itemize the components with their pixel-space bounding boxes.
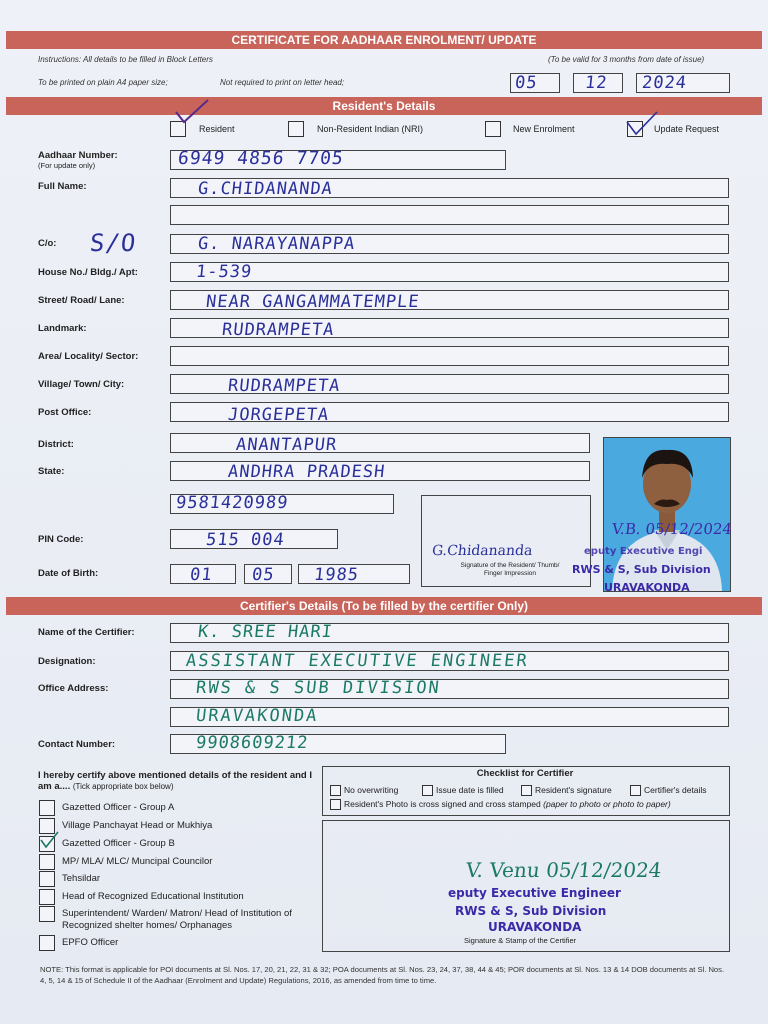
office-address-label: Office Address:: [38, 683, 109, 694]
contact-number-label: Contact Number:: [38, 739, 116, 750]
option-label-epfo: EPFO Officer: [62, 937, 119, 948]
co-relation-value: S/O: [88, 229, 138, 257]
dob-month-value: 05: [250, 565, 276, 585]
pin-value: 515 004: [204, 530, 286, 550]
certifier-name-label: Name of the Certifier:: [38, 627, 135, 638]
district-label: District:: [38, 439, 74, 450]
designation-label: Designation:: [38, 656, 96, 667]
district-value: ANANTAPUR: [234, 435, 339, 455]
state-label: State:: [38, 466, 65, 477]
full-name-field-line2[interactable]: [170, 205, 729, 225]
option-label-mp-mla: MP/ MLA/ MLC/ Muncipal Councilor: [62, 856, 213, 867]
issue-date-month-value: 12: [583, 73, 609, 93]
stamp-line1: eputy Executive Engineer: [448, 886, 621, 900]
certify-heading: I hereby certify above mentioned details of the resident and I am a.... (Tick appropriate box below): [38, 770, 312, 792]
option-label-gazetted-b: Gazetted Officer - Group B: [62, 838, 175, 849]
checklist-checkbox-overwriting[interactable]: [330, 785, 341, 796]
full-name-label: Full Name:: [38, 181, 87, 192]
print-note: To be printed on plain A4 paper size;: [38, 78, 168, 87]
stamp-caption: Signature & Stamp of the Certifier: [464, 936, 577, 945]
option-checkbox-tehsildar[interactable]: [39, 871, 55, 887]
option-label-tehsildar: Tehsildar: [62, 873, 101, 884]
nri-checkbox[interactable]: [288, 121, 304, 137]
update-request-label: Update Request: [654, 124, 720, 134]
office-address-value-line1: RWS & S SUB DIVISION: [194, 678, 442, 698]
checklist-checkbox-photo[interactable]: [330, 799, 341, 810]
signature-caption: Signature of the Resident/ Thumb/ Finger Impression: [460, 562, 560, 577]
photo-stamp-line2: RWS & S, Sub Division: [572, 563, 711, 576]
checklist-checkbox-certifier[interactable]: [630, 785, 641, 796]
option-checkbox-superintendent[interactable]: [39, 906, 55, 922]
co-value: G. NARAYANAPPA: [196, 234, 357, 254]
state-value: ANDHRA PRADESH: [226, 462, 387, 482]
post-office-label: Post Office:: [38, 407, 92, 418]
photo-stamp-line1: eputy Executive Engi: [584, 546, 703, 557]
form-title: CERTIFICATE FOR AADHAAR ENROLMENT/ UPDATE: [6, 31, 762, 49]
new-enrolment-checkbox[interactable]: [485, 121, 501, 137]
pin-label: PIN Code:: [38, 534, 84, 545]
certifier-name-value: K. SREE HARI: [196, 622, 334, 642]
option-label-panchayat: Village Panchayat Head or Mukhiya: [62, 820, 213, 831]
certifier-signature: V. Venu 05/12/2024: [464, 858, 663, 882]
street-value: NEAR GANGAMMATEMPLE: [204, 292, 421, 312]
checklist-checkbox-issue-date[interactable]: [422, 785, 433, 796]
dob-label: Date of Birth:: [38, 568, 99, 579]
area-field[interactable]: [170, 346, 729, 366]
checklist-title: Checklist for Certifier: [476, 768, 574, 779]
dob-day-value: 01: [188, 565, 214, 585]
validity-note: (To be valid for 3 months from date of issue): [548, 55, 705, 64]
district-field[interactable]: [170, 433, 590, 453]
resident-option-label: Resident: [199, 124, 235, 134]
aadhaar-value: 6949 4856 7705: [176, 148, 345, 169]
option-checkbox-gazetted-a[interactable]: [39, 800, 55, 816]
house-value: 1-539: [194, 262, 254, 282]
nri-option-label: Non-Resident Indian (NRI): [317, 124, 424, 134]
post-office-value: JORGEPETA: [226, 405, 331, 425]
landmark-label: Landmark:: [38, 323, 87, 334]
phone-value: 9581420989: [174, 493, 290, 513]
designation-value: ASSISTANT EXECUTIVE ENGINEER: [184, 651, 530, 671]
checklist-label-issue-date: Issue date is filled: [436, 785, 504, 795]
office-address-value-line2: URAVAKONDA: [194, 706, 320, 726]
house-field[interactable]: [170, 262, 729, 282]
street-label: Street/ Road/ Lane:: [38, 295, 125, 306]
area-label: Area/ Locality/ Sector:: [38, 351, 139, 362]
village-value: RUDRAMPETA: [226, 376, 342, 396]
footer-note: NOTE: This format is applicable for POI documents at Sl. Nos. 17, 20, 21, 22, 31 & 32; POA documents at Sl. Nos. 23, 24, 37, 38, 44 & 45; POR documents at Sl. Nos. 13 & 14 DOB documents at Sl. Nos. 4, 5, 14 & 15 of Schedule II of the Aadhaar (Enrolment and Update) Regulations, 2016, as amended from time to time.: [40, 965, 725, 985]
photo-stamp-line3: URAVAKONDA: [604, 581, 690, 594]
photo-cross-signature: V.B. 05/12/2024: [611, 520, 733, 538]
checklist-label-signature: Resident's signature: [535, 785, 612, 795]
landmark-value: RUDRAMPETA: [220, 320, 336, 340]
issue-date-year-value: 2024: [640, 73, 689, 93]
checklist-label-photo: Resident's Photo is cross signed and cross stamped (paper to photo or photo to paper): [344, 799, 671, 809]
new-enrolment-label: New Enrolment: [513, 124, 575, 134]
checklist-label-overwriting: No overwriting: [344, 785, 399, 795]
aadhaar-label: Aadhaar Number: (For update only): [38, 150, 118, 170]
house-label: House No./ Bldg./ Apt:: [38, 267, 138, 278]
co-label: C/o:: [38, 238, 57, 249]
village-label: Village/ Town/ City:: [38, 379, 125, 390]
option-label-gazetted-a: Gazetted Officer - Group A: [62, 802, 175, 813]
check-mark-icon: [172, 96, 212, 126]
full-name-value: G.CHIDANANDA: [196, 179, 334, 199]
letterhead-note: Not required to print on letter head;: [220, 78, 345, 87]
resident-section-title: Resident's Details: [6, 97, 762, 115]
option-checkbox-epfo[interactable]: [39, 935, 55, 951]
stamp-line3: URAVAKONDA: [488, 920, 582, 934]
check-mark-icon: [38, 830, 60, 850]
checklist-checkbox-signature[interactable]: [521, 785, 532, 796]
dob-year-value: 1985: [312, 565, 361, 585]
issue-date-day-value: 05: [513, 73, 539, 93]
checklist-label-certifier: Certifier's details: [644, 785, 707, 795]
resident-signature: G.Chidananda: [431, 543, 534, 559]
option-label-superintendent: Superintendent/ Warden/ Matron/ Head of Institution of Recognized shelter homes/ Orphanages: [62, 908, 292, 931]
stamp-line2: RWS & S, Sub Division: [455, 904, 607, 918]
certifier-section-title: Certifier's Details (To be filled by the certifier Only): [6, 597, 762, 615]
option-checkbox-edu-head[interactable]: [39, 889, 55, 905]
instructions: Instructions: All details to be filled in Block Letters: [38, 55, 213, 64]
contact-number-value: 9908609212: [194, 733, 310, 753]
option-label-edu-head: Head of Recognized Educational Institution: [62, 891, 244, 902]
option-checkbox-mp-mla[interactable]: [39, 854, 55, 870]
